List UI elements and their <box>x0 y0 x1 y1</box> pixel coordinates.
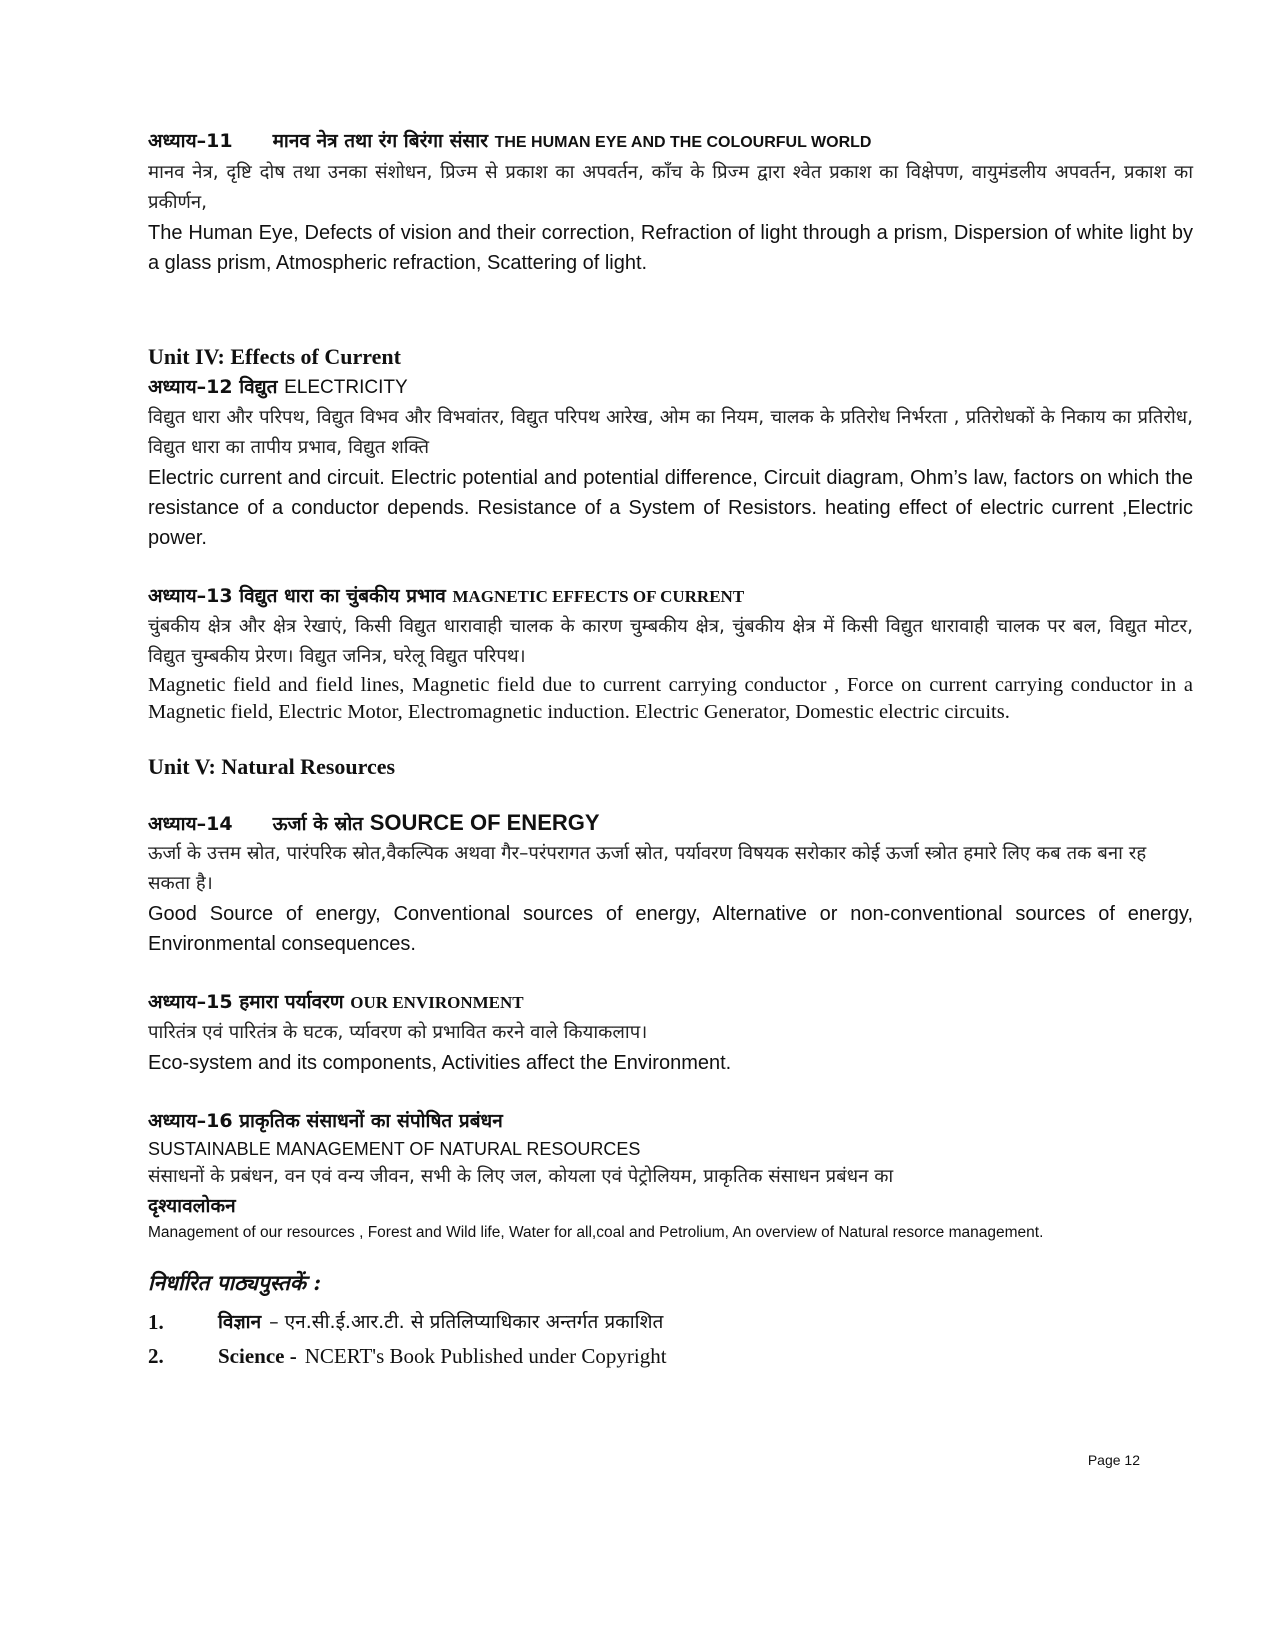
chapter-16-body-hi-bold: दृश्यावलोकन <box>148 1195 236 1217</box>
chapter-15-title-hi: हमारा पर्यावरण <box>239 991 344 1013</box>
chapter-14-body-en: Good Source of energy, Conventional sources of energy, Alternative or non-conventional sources of energy, Environmental consequences. <box>148 903 1193 955</box>
chapter-13-heading <box>148 581 1193 612</box>
book-item <box>148 1339 1193 1373</box>
book-item-desc: NCERT's Book Published under Copyright <box>304 1344 667 1368</box>
chapter-11-title-en: THE HUMAN EYE AND THE COLOURFUL WORLD <box>494 134 872 151</box>
book-item-name: विज्ञान <box>218 1311 262 1333</box>
chapter-12-title-hi: विद्युत <box>239 376 278 398</box>
unit-4-heading: Unit IV: Effects of Current <box>148 344 401 369</box>
chapter-16-body-en: Management of our resources , Forest and Wild life, Water for all,coal and Petrolium, An overview of Natural resorce management. <box>148 1224 1044 1241</box>
chapter-12-title-en: ELECTRICITY <box>284 377 408 398</box>
book-item-name: Science - <box>218 1344 297 1368</box>
book-item-desc: – एन.सी.ई.आर.टी. से प्रतिलिप्याधिकार अन्तर्गत प्रकाशित <box>269 1311 664 1333</box>
unit-5-heading: Unit V: Natural Resources <box>148 754 396 779</box>
chapter-13-title-en: MAGNETIC EFFECTS OF CURRENT <box>452 587 745 606</box>
chapter-12-heading <box>148 372 1193 403</box>
prescribed-books-title: निर्धारित पाठ्यपुस्तकें : <box>148 1270 322 1295</box>
chapter-14-title-en: SOURCE OF ENERGY <box>369 810 600 835</box>
chapter-12-body-en: Electric current and circuit. Electric potential and potential difference, Circuit diagram, Ohm’s law, factors on which the resistance of a conductor depends. Resistance of a System of Resistors. heating effect of electric current ,Electric power. <box>148 467 1193 549</box>
chapter-13-title-hi: विद्युत धारा का चुंबकीय प्रभाव <box>239 585 446 607</box>
chapter-15-number: अध्याय–15 <box>148 991 233 1013</box>
chapter-13-body-hi: चुंबकीय क्षेत्र और क्षेत्र रेखाएं, किसी विद्युत धारावाही चालक के कारण चुम्बकीय क्षेत्र, चुंबकीय क्षेत्र में किसी विद्युत धारावाही चालक पर बल, विद्युत मोटर, विद्युत चुम्बकीय प्रेरण। विद्युत जनित्र, घरेलू विद्युत परिपथ। <box>148 616 1193 667</box>
chapter-13-number: अध्याय–13 <box>148 585 233 607</box>
chapter-16-number: अध्याय–16 <box>148 1110 233 1132</box>
chapter-16-title-en: SUSTAINABLE MANAGEMENT OF NATURAL RESOURCES <box>148 1139 641 1159</box>
chapter-11-heading <box>148 126 1193 158</box>
document-page <box>148 126 1193 1373</box>
chapter-15-body-hi: पारितंत्र एवं पारितंत्र के घटक, र्प्यावरण को प्रभावित करने वाले कियाकलाप। <box>148 1022 648 1043</box>
chapter-11-body-hi: मानव नेत्र, दृष्टि दोष तथा उनका संशोधन, प्रिज्म से प्रकाश का अपवर्तन, काँच के प्रिज्म द्वारा श्वेत प्रकाश का विक्षेपण, वायुमंडलीय अपवर्तन, प्रकाश का प्रकीर्णन, <box>148 162 1193 213</box>
chapter-15-body-en: Eco-system and its components, Activities affect the Environment. <box>148 1052 732 1074</box>
chapter-14-heading <box>148 808 1193 839</box>
book-item <box>148 1305 1193 1339</box>
chapter-15-title-en: OUR ENVIRONMENT <box>350 993 524 1012</box>
chapter-11-number: अध्याय–11 <box>148 130 233 152</box>
chapter-12-body-hi: विद्युत धारा और परिपथ, विद्युत विभव और विभवांतर, विद्युत परिपथ आरेख, ओम का नियम, चालक के प्रतिरोध निर्भरता , प्रतिरोधकों के निकाय का प्रतिरोध, विद्युत धारा का तापीय प्रभाव, विद्युत शक्ति <box>148 407 1193 458</box>
chapter-14-title-hi: ऊर्जा के स्रोत <box>272 813 364 835</box>
chapter-11-body-en: The Human Eye, Defects of vision and their correction, Refraction of light through a prism, Dispersion of white light by a glass prism, Atmospheric refraction, Scattering of light. <box>148 222 1193 274</box>
chapter-12-number: अध्याय–12 <box>148 376 233 398</box>
page-number: Page 12 <box>1087 1452 1140 1468</box>
chapter-14-body-hi: ऊर्जा के उत्तम स्रोत, पारंपरिक स्रोत,वैकल्पिक अथवा गैर–परंपरागत ऊर्जा स्रोत, पर्यावरण विषयक सरोकार कोई ऊर्जा स्त्रोत हमारे लिए कब तक बना रह सकता है। <box>148 843 1147 894</box>
chapter-14-number: अध्याय–14 <box>148 813 233 835</box>
chapter-15-heading <box>148 987 1193 1018</box>
chapter-16-heading <box>148 1106 1193 1136</box>
book-item-number: 1. <box>148 1310 164 1334</box>
chapter-13-body-en: Magnetic field and field lines, Magnetic field due to current carrying conductor , Force on current carrying conductor in a Magnetic field, Electric Motor, Electromagnetic induction. Electric Generator, Domestic electric circuits. <box>148 674 1193 723</box>
chapter-16-body-hi: संसाधनों के प्रबंधन, वन एवं वन्य जीवन, सभी के लिए जल, कोयला एवं पेट्रोलियम, प्राकृतिक संसाधन प्रबंधन का <box>148 1166 894 1187</box>
chapter-11-title-hi: मानव नेत्र तथा रंग बिरंगा संसार <box>272 130 488 152</box>
book-item-number: 2. <box>148 1344 164 1368</box>
chapter-16-title-hi: प्राकृतिक संसाधनों का संपोषित प्रबंधन <box>239 1110 503 1132</box>
